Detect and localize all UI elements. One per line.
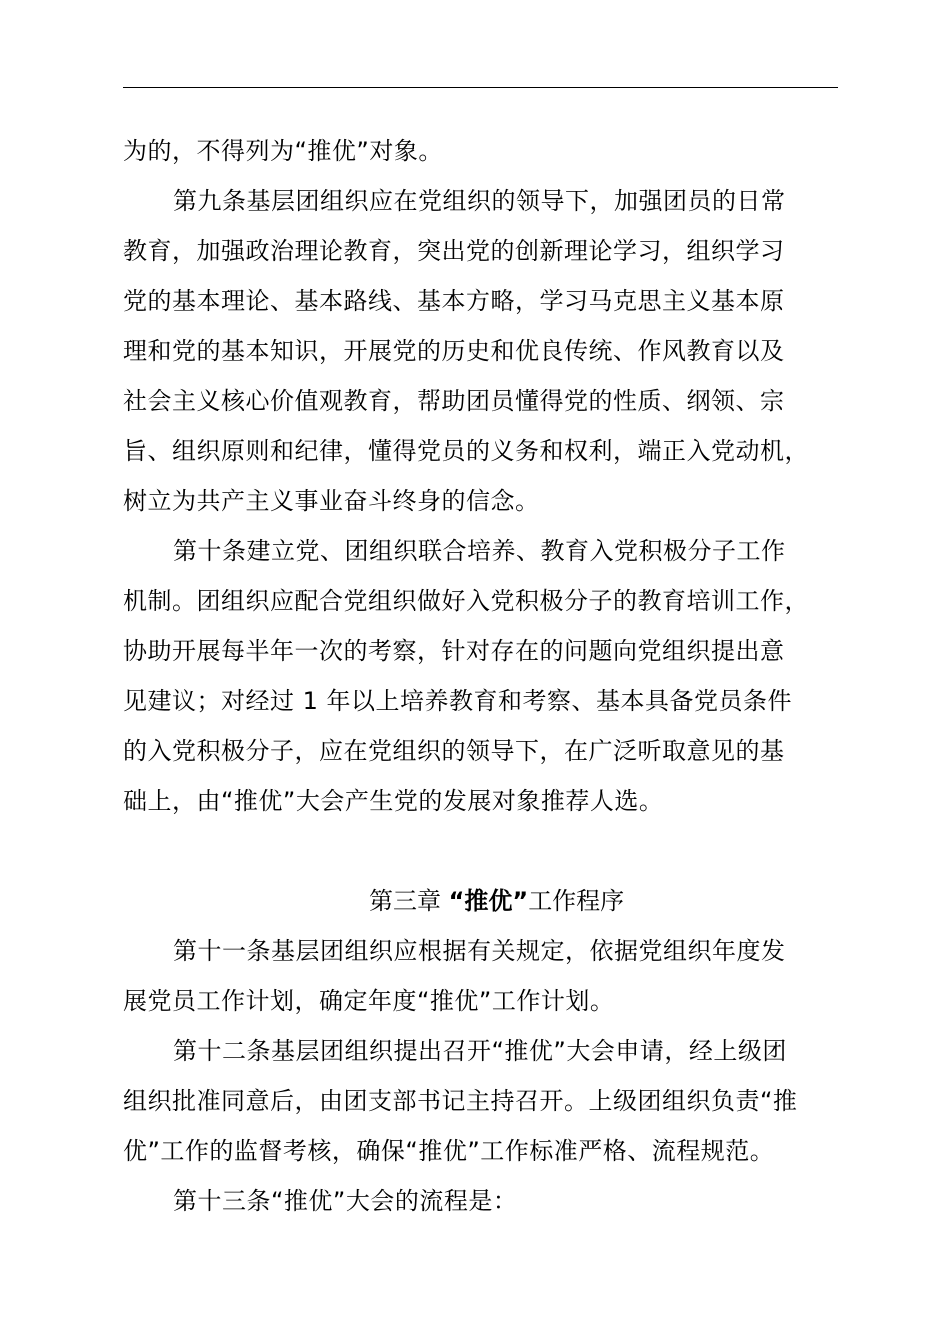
text-line: 见建议；对经过 1 年以上培养教育和考察、基本具备党员条件 <box>123 687 793 715</box>
text-line: 展党员工作计划，确定年度“推优”工作计划。 <box>123 987 615 1015</box>
chapter-heading <box>123 876 863 926</box>
paragraph-article-12 <box>123 1026 863 1176</box>
text-line: 机制。团组织应配合党组织做好入党积极分子的教育培训工作， <box>123 587 809 615</box>
document-body <box>123 126 863 1226</box>
text-line: 第九条基层团组织应在党组织的领导下，加强团员的日常 <box>173 187 786 215</box>
text-line: 第十二条基层团组织提出召开“推优”大会申请，经上级团 <box>173 1037 787 1065</box>
text-line: 协助开展每半年一次的考察，针对存在的问题向党组织提出意 <box>123 637 785 665</box>
text-line: 树立为共产主义事业奋斗终身的信念。 <box>123 487 540 515</box>
paragraph-continuation <box>123 126 863 176</box>
chapter-prefix: 第三章 <box>369 887 449 915</box>
chapter-quoted-term: “推优” <box>448 887 529 915</box>
text-line: 组织批准同意后，由团支部书记主持召开。上级团组织负责“推 <box>123 1087 798 1115</box>
text-line: 础上，由“推优”大会产生党的发展对象推荐人选。 <box>123 787 664 815</box>
text-line: 党的基本理论、基本路线、基本方略，学习马克思主义基本原 <box>123 287 785 315</box>
paragraph-article-13 <box>123 1176 863 1226</box>
paragraph-article-9 <box>123 176 863 526</box>
header-rule <box>123 87 838 88</box>
text-line: 理和党的基本知识，开展党的历史和优良传统、作风教育以及 <box>123 337 785 365</box>
text-line: 教育，加强政治理论教育，突出党的创新理论学习，组织学习 <box>123 237 785 265</box>
text-line: 旨、组织原则和纪律，懂得党员的义务和权利，端正入党动机， <box>123 437 809 465</box>
paragraph-article-10 <box>123 526 863 826</box>
text-line: 第十三条“推优”大会的流程是： <box>173 1187 518 1215</box>
text-line: 优”工作的监督考核，确保“推优”工作标准严格、流程规范。 <box>123 1137 775 1165</box>
blank-line <box>123 826 863 876</box>
text-line: 的入党积极分子，应在党组织的领导下，在广泛听取意见的基 <box>123 737 785 765</box>
text-line: 社会主义核心价值观教育，帮助团员懂得党的性质、纲领、宗 <box>123 387 785 415</box>
text-line: 第十条建立党、团组织联合培养、教育入党积极分子工作 <box>173 537 786 565</box>
text-line: 为的，不得列为“推优”对象。 <box>123 137 443 165</box>
paragraph-article-11 <box>123 926 863 1026</box>
chapter-suffix: 工作程序 <box>528 887 625 915</box>
text-line: 第十一条基层团组织应根据有关规定，依据党组织年度发 <box>173 937 786 965</box>
